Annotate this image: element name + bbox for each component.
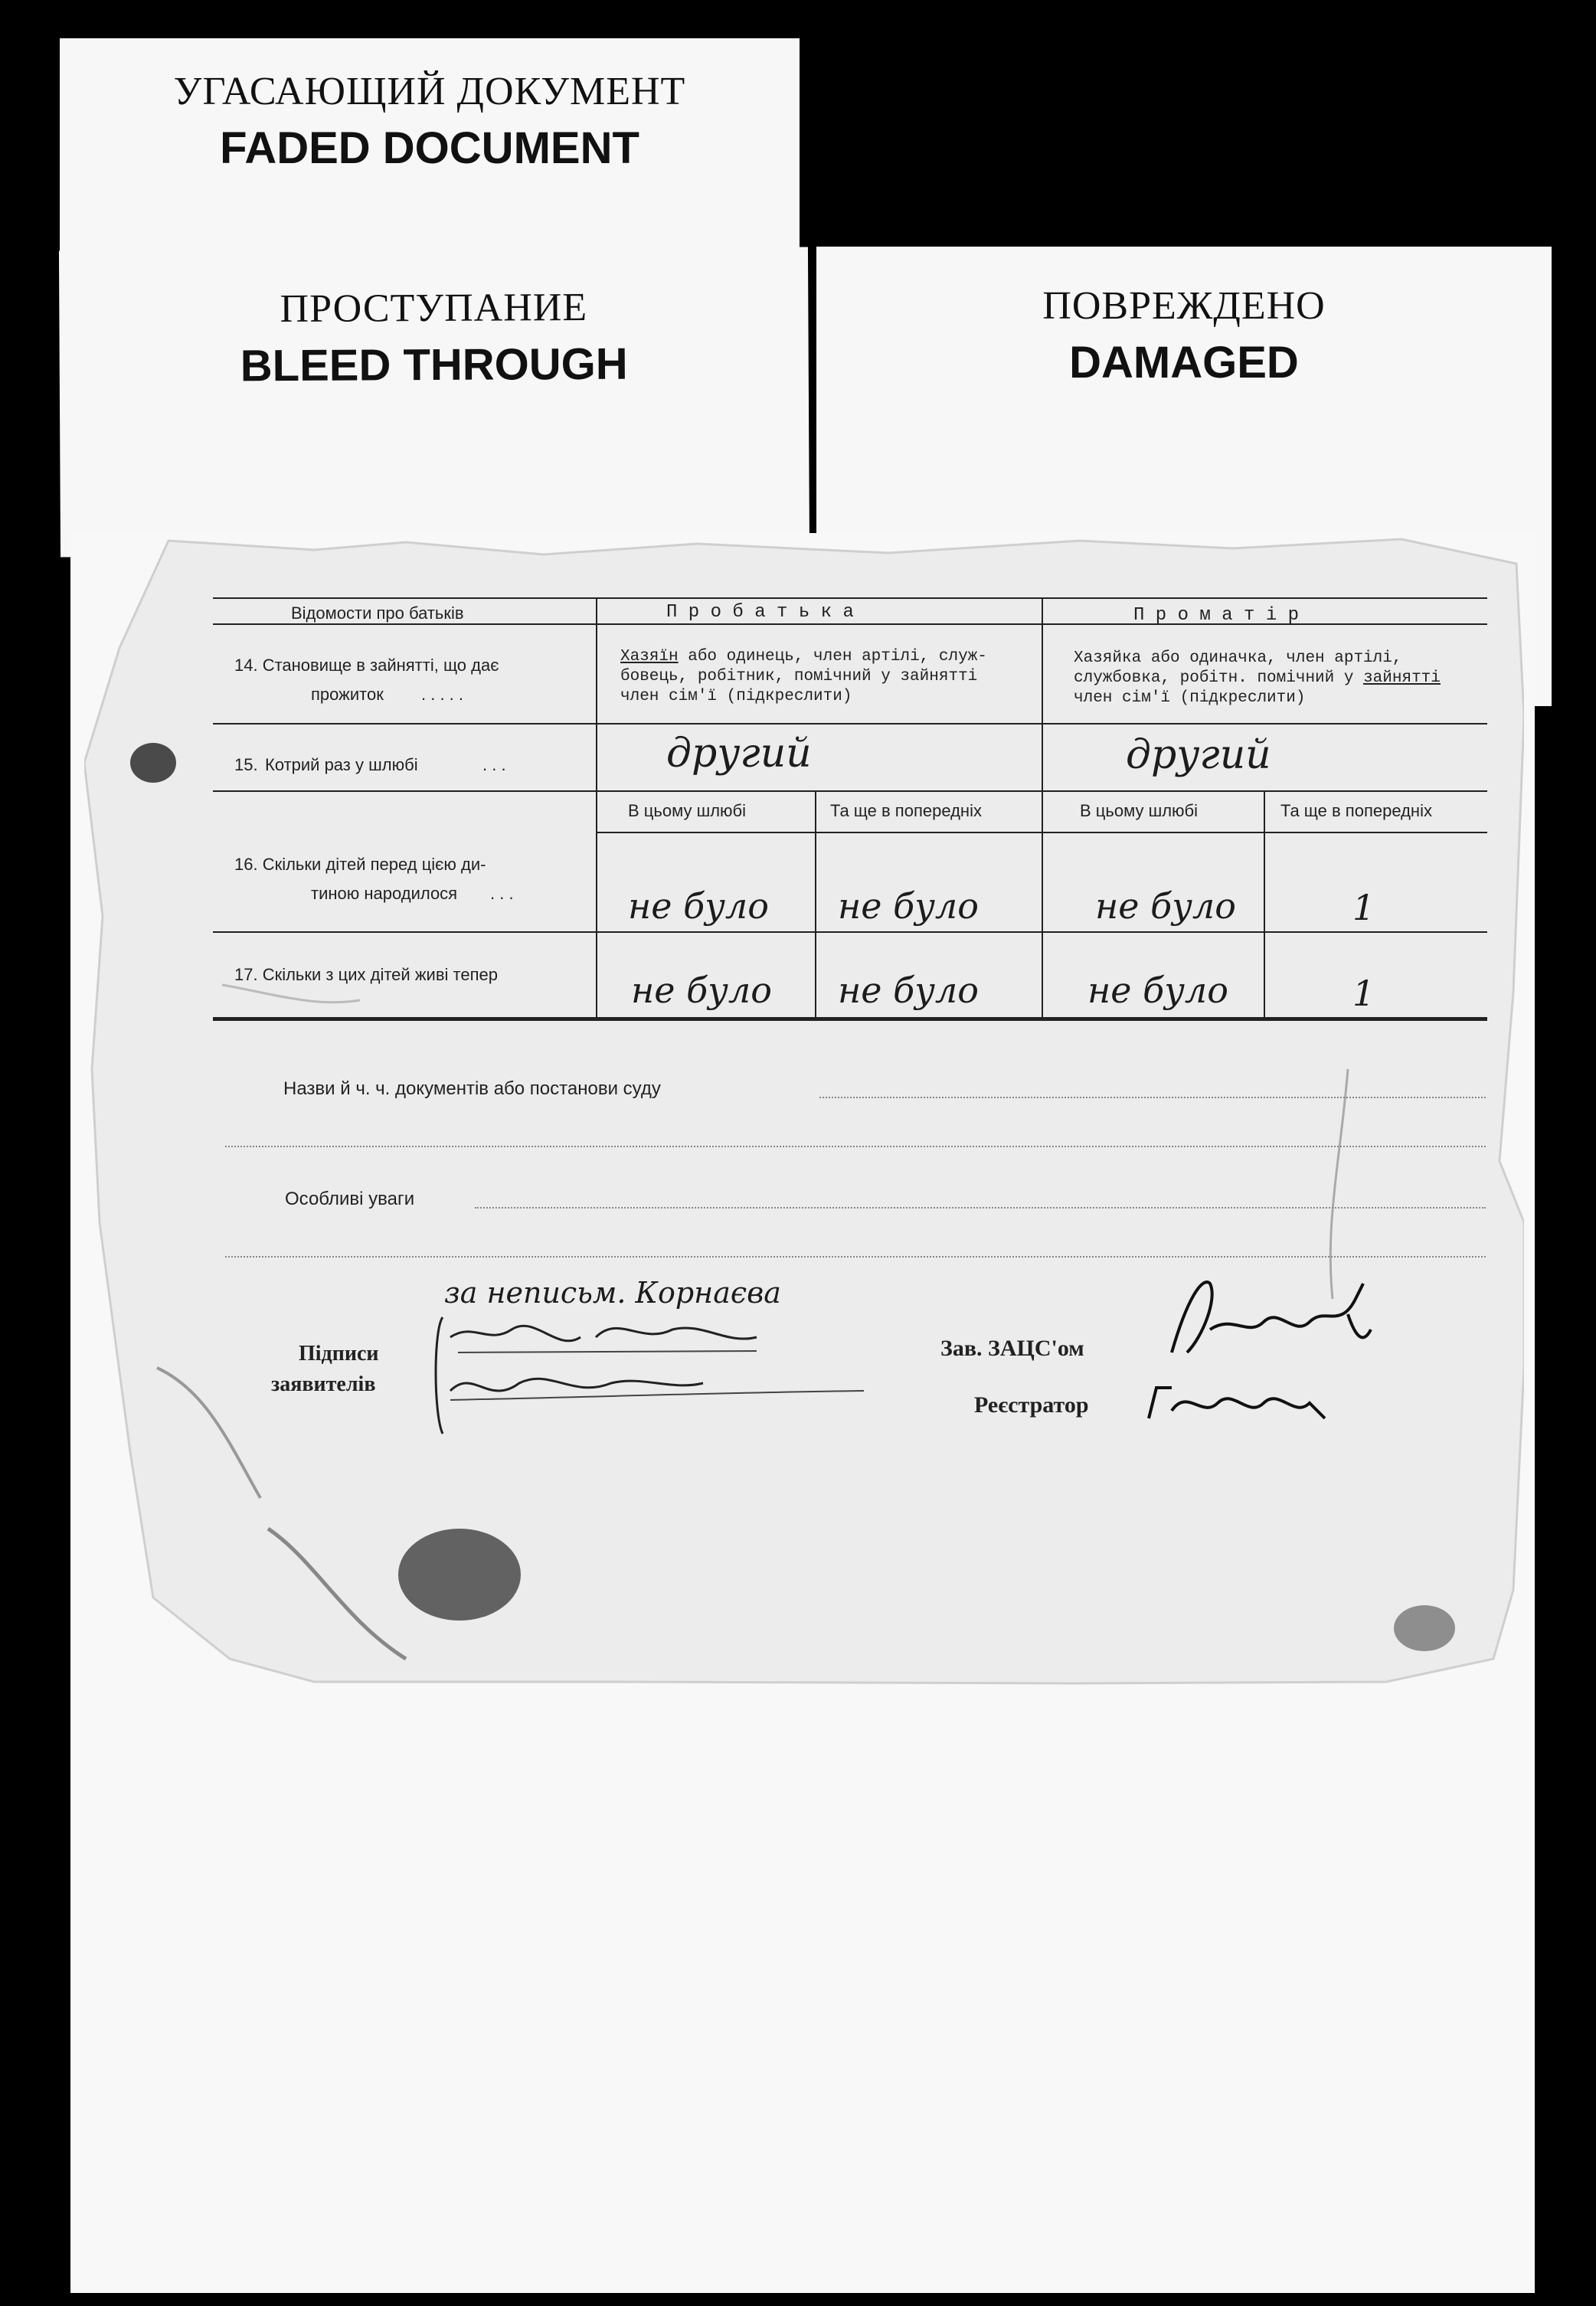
notes-line <box>475 1207 1486 1209</box>
row17-label: 17. Скільки з цих дітей живі тепер <box>234 965 498 984</box>
row16-label: 16. Скільки дітей перед цією ди- <box>234 855 486 874</box>
head-signature <box>1156 1268 1386 1375</box>
bleed-through-card <box>59 247 809 557</box>
row16-label-dots: . . . <box>490 884 514 903</box>
documents-label: Назви й ч. ч. документів або постанови суду <box>283 1078 661 1099</box>
card-label-en: FADED DOCUMENT <box>220 123 639 173</box>
row14-father-options <box>620 648 987 666</box>
row16-father-prev-value: не було <box>838 885 979 927</box>
faded-document-card <box>60 38 800 283</box>
row14-mother-options: Хазяйка або одиначка, член артілі, <box>1074 649 1402 667</box>
row15-father-value: другий <box>666 731 812 777</box>
subheader-mother-this-marriage: В цьому шлюбі <box>1080 801 1199 820</box>
mother-selected-option: зайнятті <box>1363 669 1441 687</box>
row17-mother-this-value: не було <box>1087 970 1228 1011</box>
row15-label-dots: . . . <box>482 755 506 774</box>
subheader-mother-previous: Та ще в попередніх <box>1280 801 1432 820</box>
row17-father-prev-value: не було <box>838 970 979 1011</box>
notes-line-2 <box>225 1256 1486 1258</box>
subheader-father-previous: Та ще в попередніх <box>830 801 982 820</box>
notes-label: Особливі уваги <box>285 1189 415 1209</box>
birth-record-form <box>84 533 1524 1766</box>
row14-mother-options-line2 <box>1074 669 1441 687</box>
father-options-rest: або одинець, член артілі, служ- <box>678 648 987 666</box>
row14-mother-options-line3: член сім'ї (підкреслити) <box>1074 689 1306 707</box>
row16-father-this-value: не було <box>628 885 769 927</box>
documents-line <box>819 1097 1486 1098</box>
header-col-mother: П р о м а т і р <box>1133 605 1300 626</box>
header-col-parents-info: Відомости про батьків <box>291 603 464 623</box>
card-label-ru: ПОВРЕЖДЕНО <box>1042 284 1326 328</box>
card-label-en: DAMAGED <box>1069 338 1299 388</box>
card-label-ru: УГАСАЮЩИЙ ДОКУМЕНТ <box>173 70 686 113</box>
damaged-paper <box>84 533 1524 1766</box>
row14-father-options-line3: член сім'ї (підкреслити) <box>620 688 852 705</box>
row15-mother-value: другий <box>1126 732 1271 778</box>
applicant-signature-scribbles <box>443 1307 872 1421</box>
header-col-father: П р о б а т ь к а <box>666 602 854 623</box>
row14-label: 14. Становище в зайнятті, що дає <box>234 656 499 675</box>
row16-mother-this-value: не було <box>1095 885 1236 927</box>
row14-father-options-line2: бовець, робітник, помічний у зайнятті <box>620 668 978 685</box>
documents-line-2 <box>225 1146 1486 1147</box>
row14-label-line2: прожиток <box>311 685 384 704</box>
head-of-registry-label: Зав. ЗАЦС'ом <box>940 1336 1084 1361</box>
mother-options-start: службовка, робітн. помічний у <box>1074 669 1364 687</box>
registrar-label: Реєстратор <box>974 1392 1089 1418</box>
row17-mother-prev-value: 1 <box>1352 973 1375 1014</box>
card-label-en: BLEED THROUGH <box>240 339 628 391</box>
row16-mother-prev-value: 1 <box>1352 887 1375 928</box>
card-label-ru: ПРОСТУПАНИЕ <box>280 285 588 332</box>
row14-label-dots: . . . . . <box>421 685 464 704</box>
row15-number: 15. <box>234 755 258 774</box>
signatures-label-line2: заявителів <box>271 1372 376 1396</box>
applicant-signature-line1: за неписьм. Корнаєва <box>444 1276 781 1310</box>
row15-label: Котрий раз у шлюбі <box>265 755 418 774</box>
subheader-father-this-marriage: В цьому шлюбі <box>628 801 747 820</box>
row17-father-this-value: не було <box>631 970 772 1011</box>
row16-label-line2: тиною народилося <box>311 884 458 903</box>
registrar-signature <box>1141 1372 1340 1441</box>
father-selected-option: Хазяїн <box>620 648 679 666</box>
signatures-label: Підписи <box>299 1342 379 1366</box>
